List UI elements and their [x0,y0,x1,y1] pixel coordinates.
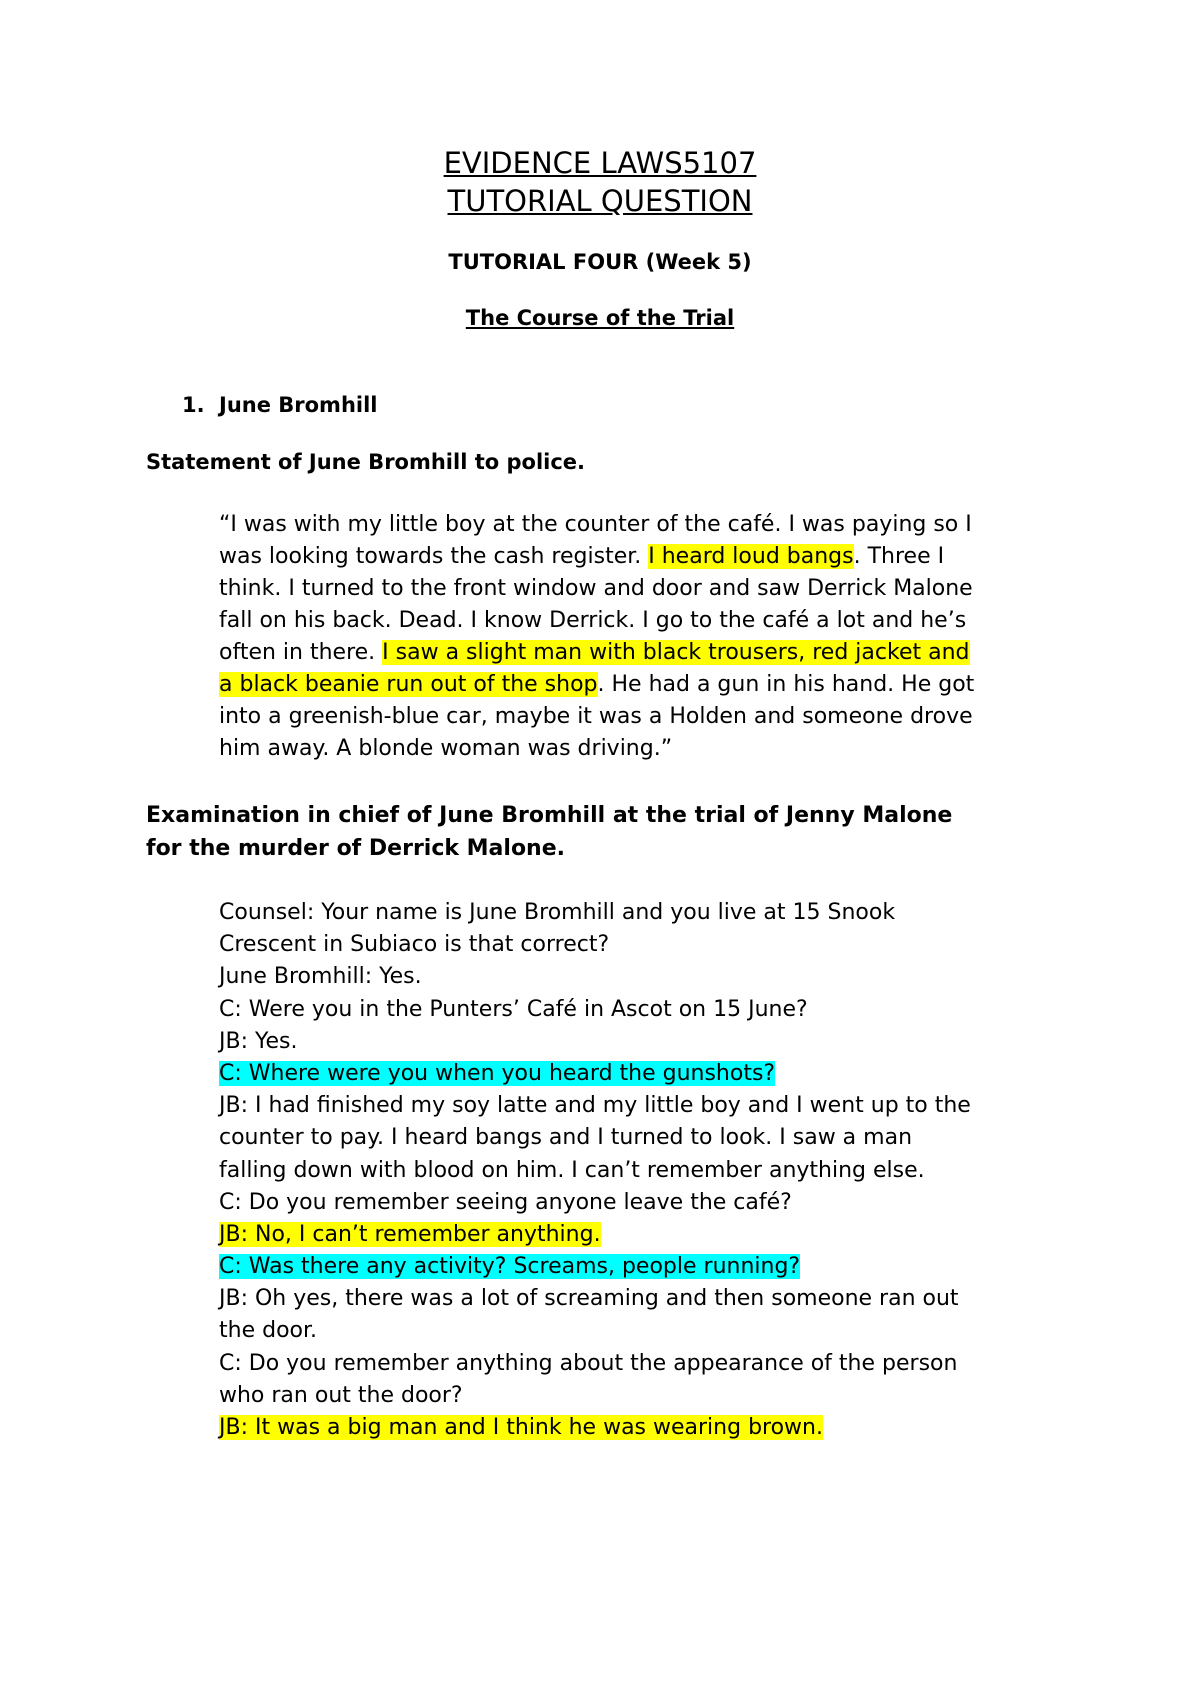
transcript-line: Counsel: Your name is June Bromhill and you live at 15 Snook [219,900,896,925]
tutorial-label: TUTORIAL FOUR (Week 5) [448,250,752,274]
transcript-line [219,1222,601,1247]
statement-text: was looking towards the cash register. [219,544,649,569]
statement-line: “I was with my little boy at the counter of the café. I was paying so I [219,512,972,537]
transcript-line: June Bromhill: Yes. [219,964,422,989]
highlighted-question: C: Where were you when you heard the gunshots? [219,1061,776,1086]
section-title: June Bromhill [219,393,378,417]
highlighted-answer: JB: It was a big man and I think he was wearing brown. [219,1415,823,1440]
transcript-line: JB: I had finished my soy latte and my little boy and I went up to the [219,1093,971,1118]
statement-line: think. I turned to the front window and door and saw Derrick Malone [219,576,973,601]
examination-heading-line1: Examination in chief of June Bromhill at the trial of Jenny Malone [146,803,953,828]
highlighted-question: C: Was there any activity? Screams, people running? [219,1254,801,1279]
transcript-line: C: Do you remember seeing anyone leave the café? [219,1190,792,1215]
statement-line: into a greenish-blue car, maybe it was a Holden and someone drove [219,704,973,729]
statement-line [219,672,974,697]
document-title-line1: EVIDENCE LAWS5107 [443,146,757,180]
highlighted-answer: JB: No, I can’t remember anything. [219,1222,601,1247]
transcript-line: who ran out the door? [219,1383,463,1408]
transcript-line: counter to pay. I heard bangs and I turned to look. I saw a man [219,1125,913,1150]
transcript-line [219,1061,775,1086]
transcript-line: JB: Oh yes, there was a lot of screaming and then someone ran out [219,1286,959,1311]
transcript-line: C: Were you in the Punters’ Café in Ascot on 15 June? [219,997,808,1022]
statement-text: often in there. [219,640,383,665]
transcript-line: C: Do you remember anything about the appearance of the person [219,1351,958,1376]
document-title-line2: TUTORIAL QUESTION [447,184,753,218]
highlighted-text: I heard loud bangs [648,544,854,569]
statement-line: him away. A blonde woman was driving.” [219,736,673,761]
topic-heading: The Course of the Trial [465,306,735,330]
transcript-line: the door. [219,1318,318,1343]
transcript-line [219,1254,800,1279]
transcript-line: falling down with blood on him. I can’t remember anything else. [219,1158,925,1183]
statement-line [219,544,944,569]
statement-text: . He had a gun in his hand. He got [597,672,975,697]
statement-text: . Three I [853,544,945,569]
statement-line [219,640,970,665]
transcript-line [219,1415,823,1440]
transcript-line: Crescent in Subiaco is that correct? [219,932,610,957]
statement-line: fall on his back. Dead. I know Derrick. I go to the café a lot and he’s [219,608,967,633]
highlighted-text: I saw a slight man with black trousers, red jacket and [382,640,970,665]
highlighted-text: a black beanie run out of the shop [219,672,598,697]
examination-heading-line2: for the murder of Derrick Malone. [146,836,565,861]
transcript-line: JB: Yes. [219,1029,298,1054]
statement-heading: Statement of June Bromhill to police. [146,450,586,474]
section-number: 1. [182,393,205,417]
